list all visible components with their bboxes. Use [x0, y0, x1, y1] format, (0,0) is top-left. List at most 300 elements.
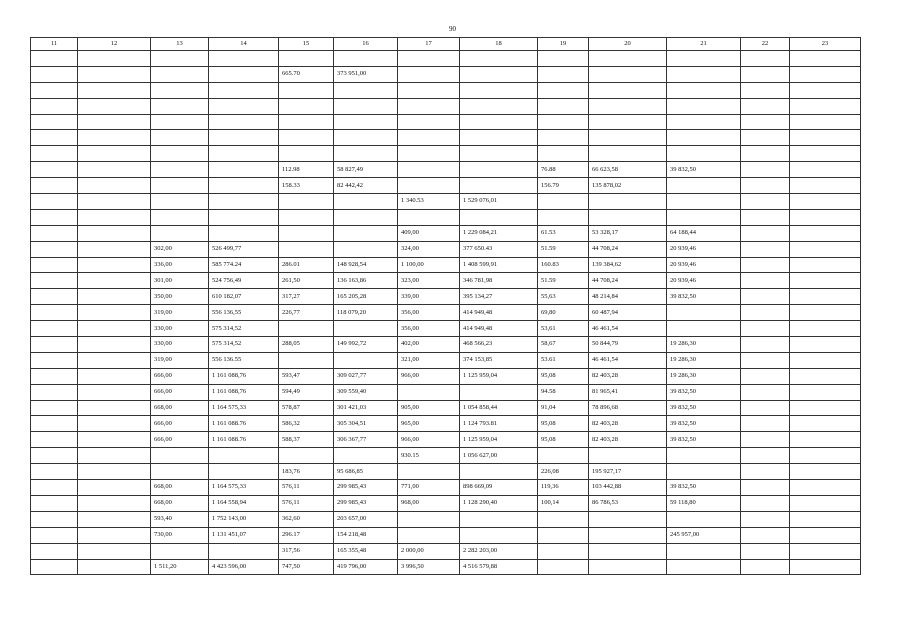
table-cell	[78, 98, 151, 114]
table-cell	[31, 337, 78, 353]
table-cell: 594,49	[279, 384, 334, 400]
table-cell: 44 708,24	[589, 273, 667, 289]
table-cell	[31, 543, 78, 559]
table-cell	[334, 321, 398, 337]
table-cell	[279, 114, 334, 130]
table-cell	[790, 130, 861, 146]
table-cell	[31, 480, 78, 496]
table-cell	[667, 178, 741, 194]
table-cell	[790, 480, 861, 496]
table-cell	[334, 130, 398, 146]
table-cell: 226,08	[538, 464, 589, 480]
table-cell: 1 511,20	[151, 559, 209, 575]
table-cell	[460, 384, 538, 400]
table-cell: 44 708,24	[589, 241, 667, 257]
table-cell: 148 928,54	[334, 257, 398, 273]
table-cell	[589, 82, 667, 98]
table-cell	[31, 114, 78, 130]
table-cell	[78, 464, 151, 480]
table-cell	[589, 543, 667, 559]
table-cell	[589, 130, 667, 146]
table-cell	[589, 114, 667, 130]
table-cell: 524 756,49	[209, 273, 279, 289]
table-cell	[209, 146, 279, 162]
table-cell	[741, 146, 790, 162]
table-cell	[78, 321, 151, 337]
table-cell	[78, 368, 151, 384]
table-cell	[589, 51, 667, 67]
table-cell	[279, 82, 334, 98]
table-cell: 51.59	[538, 241, 589, 257]
table-cell	[279, 98, 334, 114]
table-cell	[790, 257, 861, 273]
column-header: 17	[398, 38, 460, 51]
table-cell	[790, 98, 861, 114]
table-cell	[78, 305, 151, 321]
table-cell	[538, 114, 589, 130]
table-cell	[78, 400, 151, 416]
table-cell: 82 442,42	[334, 178, 398, 194]
table-cell	[78, 114, 151, 130]
table-cell	[790, 225, 861, 241]
table-cell: 556 136,55	[209, 305, 279, 321]
table-cell	[31, 178, 78, 194]
table-cell: 610 182,07	[209, 289, 279, 305]
table-cell	[31, 464, 78, 480]
table-cell	[31, 289, 78, 305]
table-cell: 576,11	[279, 480, 334, 496]
table-cell: 39 832,50	[667, 480, 741, 496]
table-cell	[667, 130, 741, 146]
table-cell	[78, 194, 151, 210]
table-cell	[31, 384, 78, 400]
table-cell	[667, 511, 741, 527]
table-row	[31, 480, 861, 496]
table-cell	[460, 114, 538, 130]
table-cell: 2 282 203,00	[460, 543, 538, 559]
table-cell	[151, 162, 209, 178]
column-header: 19	[538, 38, 589, 51]
table-cell	[790, 448, 861, 464]
table-cell: 286.01	[279, 257, 334, 273]
table-cell	[667, 66, 741, 82]
table-cell: 666,00	[151, 384, 209, 400]
table-row	[31, 543, 861, 559]
table-cell: 95 686,85	[334, 464, 398, 480]
table-cell	[589, 559, 667, 575]
table-cell	[209, 209, 279, 225]
table-cell	[78, 384, 151, 400]
table-cell	[31, 146, 78, 162]
table-cell: 301 421,03	[334, 400, 398, 416]
table-cell	[538, 130, 589, 146]
table-cell: 1 100,00	[398, 257, 460, 273]
table-row	[31, 162, 861, 178]
table-cell	[790, 527, 861, 543]
table-cell	[790, 416, 861, 432]
table-row	[31, 178, 861, 194]
table-cell	[538, 448, 589, 464]
table-cell: 585 774.24	[209, 257, 279, 273]
data-table	[30, 37, 861, 575]
table-cell	[78, 82, 151, 98]
table-cell	[667, 98, 741, 114]
table-cell	[78, 432, 151, 448]
table-row	[31, 368, 861, 384]
table-cell	[741, 368, 790, 384]
table-cell: 183,76	[279, 464, 334, 480]
table-cell: 139 384,62	[589, 257, 667, 273]
table-cell	[741, 194, 790, 210]
table-cell: 771,00	[398, 480, 460, 496]
table-cell: 1 124 793.81	[460, 416, 538, 432]
table-cell: 330,00	[151, 321, 209, 337]
table-cell	[31, 194, 78, 210]
table-cell	[741, 337, 790, 353]
table-cell	[741, 51, 790, 67]
table-cell	[334, 51, 398, 67]
table-cell	[31, 162, 78, 178]
table-cell	[78, 527, 151, 543]
table-cell: 419 796,00	[334, 559, 398, 575]
table-cell	[790, 352, 861, 368]
table-cell	[279, 225, 334, 241]
table-cell	[78, 352, 151, 368]
table-cell	[790, 337, 861, 353]
table-row	[31, 527, 861, 543]
table-cell: 309 027,77	[334, 368, 398, 384]
table-cell: 593,40	[151, 511, 209, 527]
table-cell	[741, 130, 790, 146]
table-cell: 346 781,98	[460, 273, 538, 289]
table-cell	[790, 305, 861, 321]
table-cell	[398, 146, 460, 162]
table-cell	[460, 209, 538, 225]
table-cell	[78, 273, 151, 289]
table-cell	[209, 51, 279, 67]
table-cell	[667, 51, 741, 67]
table-cell	[741, 559, 790, 575]
table-cell	[31, 130, 78, 146]
table-row	[31, 66, 861, 82]
table-row	[31, 432, 861, 448]
table-cell: 61.53	[538, 225, 589, 241]
table-cell: 245 957,00	[667, 527, 741, 543]
table-cell: 414 949,48	[460, 321, 538, 337]
table-cell: 2 000,00	[398, 543, 460, 559]
table-cell	[78, 559, 151, 575]
table-cell	[31, 511, 78, 527]
table-row	[31, 194, 861, 210]
table-cell	[78, 337, 151, 353]
table-cell: 19 286,30	[667, 337, 741, 353]
table-cell	[538, 51, 589, 67]
page-number: 90	[449, 25, 456, 33]
table-cell	[78, 416, 151, 432]
table-cell: 299 985,43	[334, 480, 398, 496]
table-cell	[279, 51, 334, 67]
table-cell: 81 965,41	[589, 384, 667, 400]
table-cell: 362,60	[279, 511, 334, 527]
table-cell	[790, 464, 861, 480]
table-cell: 39 832,50	[667, 416, 741, 432]
table-cell: 1 408 599,91	[460, 257, 538, 273]
table-cell: 86 786,53	[589, 495, 667, 511]
table-cell: 1 752 143,00	[209, 511, 279, 527]
table-row	[31, 114, 861, 130]
table-cell: 165 205,28	[334, 289, 398, 305]
table-cell	[589, 511, 667, 527]
table-cell: 575 314,52	[209, 321, 279, 337]
table-cell: 319,00	[151, 352, 209, 368]
table-cell: 103 442,88	[589, 480, 667, 496]
table-cell	[209, 543, 279, 559]
table-cell	[538, 527, 589, 543]
table-cell: 350,00	[151, 289, 209, 305]
table-cell	[78, 448, 151, 464]
table-cell	[667, 194, 741, 210]
column-header: 23	[790, 38, 861, 51]
table-cell	[790, 178, 861, 194]
table-cell	[334, 114, 398, 130]
table-cell	[741, 66, 790, 82]
table-cell	[209, 178, 279, 194]
table-cell	[209, 448, 279, 464]
table-cell	[151, 146, 209, 162]
table-cell: 402,00	[398, 337, 460, 353]
table-cell	[538, 511, 589, 527]
table-cell: 730,00	[151, 527, 209, 543]
column-header: 20	[589, 38, 667, 51]
table-cell: 100,14	[538, 495, 589, 511]
table-cell	[398, 178, 460, 194]
table-cell	[741, 209, 790, 225]
table-cell	[790, 114, 861, 130]
table-row	[31, 146, 861, 162]
column-header: 18	[460, 38, 538, 51]
table-cell: 20 939,46	[667, 273, 741, 289]
table-cell: 195 927,17	[589, 464, 667, 480]
table-cell: 154 218,48	[334, 527, 398, 543]
table-cell	[209, 194, 279, 210]
table-cell	[78, 480, 151, 496]
table-cell	[151, 209, 209, 225]
table-cell: 55,63	[538, 289, 589, 305]
table-cell: 94.58	[538, 384, 589, 400]
table-cell: 319,00	[151, 305, 209, 321]
table-cell	[741, 289, 790, 305]
table-cell: 261,50	[279, 273, 334, 289]
table-cell: 665.70	[279, 66, 334, 82]
column-header: 21	[667, 38, 741, 51]
table-cell	[334, 448, 398, 464]
table-cell	[667, 559, 741, 575]
table-cell: 339,00	[398, 289, 460, 305]
table-cell: 19 286,30	[667, 368, 741, 384]
table-cell	[790, 51, 861, 67]
table-cell: 395 134,27	[460, 289, 538, 305]
column-header: 16	[334, 38, 398, 51]
table-cell: 593,47	[279, 368, 334, 384]
table-cell	[398, 384, 460, 400]
table-cell	[334, 241, 398, 257]
table-cell	[741, 273, 790, 289]
column-header: 14	[209, 38, 279, 51]
table-row	[31, 384, 861, 400]
table-cell: 48 214,84	[589, 289, 667, 305]
table-row	[31, 321, 861, 337]
table-cell	[790, 368, 861, 384]
table-cell	[790, 209, 861, 225]
table-cell: 135 878,02	[589, 178, 667, 194]
table-cell: 39 832,50	[667, 432, 741, 448]
header-row	[31, 38, 861, 51]
table-cell: 4 516 579,88	[460, 559, 538, 575]
table-cell	[741, 241, 790, 257]
table-cell	[279, 130, 334, 146]
table-row	[31, 130, 861, 146]
table-cell	[667, 114, 741, 130]
table-cell: 69,80	[538, 305, 589, 321]
table-cell	[538, 146, 589, 162]
table-cell: 317,56	[279, 543, 334, 559]
table-cell	[589, 448, 667, 464]
table-cell	[31, 273, 78, 289]
table-row	[31, 225, 861, 241]
table-cell	[151, 464, 209, 480]
table-cell: 309 559,40	[334, 384, 398, 400]
table-cell: 377 650.43	[460, 241, 538, 257]
table-cell	[398, 527, 460, 543]
table-cell	[78, 495, 151, 511]
table-cell: 330,00	[151, 337, 209, 353]
table-row	[31, 82, 861, 98]
table-cell	[31, 368, 78, 384]
table-cell	[741, 305, 790, 321]
table-cell: 356,00	[398, 321, 460, 337]
table-cell	[151, 448, 209, 464]
table-cell: 39 832,50	[667, 162, 741, 178]
table-cell: 4 423 596,00	[209, 559, 279, 575]
table-row	[31, 209, 861, 225]
table-cell: 95,08	[538, 432, 589, 448]
table-cell: 576,11	[279, 495, 334, 511]
table-cell: 1 164 575,33	[209, 400, 279, 416]
table-cell: 1 125 959,04	[460, 368, 538, 384]
table-cell: 50 844,79	[589, 337, 667, 353]
table-cell: 46 461,54	[589, 352, 667, 368]
table-cell: 1 340.53	[398, 194, 460, 210]
table-cell	[790, 273, 861, 289]
table-cell	[589, 66, 667, 82]
table-cell	[279, 352, 334, 368]
table-cell	[78, 543, 151, 559]
table-row	[31, 559, 861, 575]
table-cell: 118 079,20	[334, 305, 398, 321]
table-row	[31, 511, 861, 527]
table-cell: 930.15	[398, 448, 460, 464]
table-cell	[31, 225, 78, 241]
table-cell	[667, 146, 741, 162]
table-cell: 578,87	[279, 400, 334, 416]
table-cell	[790, 66, 861, 82]
table-cell	[78, 257, 151, 273]
table-cell	[790, 82, 861, 98]
table-cell	[460, 178, 538, 194]
table-cell	[398, 130, 460, 146]
table-cell: 666,00	[151, 368, 209, 384]
table-cell	[31, 209, 78, 225]
table-cell: 53.61	[538, 352, 589, 368]
column-header: 15	[279, 38, 334, 51]
table-cell	[790, 162, 861, 178]
table-cell	[31, 66, 78, 82]
table-cell: 19 286,30	[667, 352, 741, 368]
table-cell: 966,00	[398, 368, 460, 384]
table-cell	[78, 66, 151, 82]
table-cell: 1 229 084,21	[460, 225, 538, 241]
table-cell	[790, 400, 861, 416]
table-cell: 226,77	[279, 305, 334, 321]
table-row	[31, 495, 861, 511]
table-row	[31, 305, 861, 321]
table-cell	[209, 114, 279, 130]
table-cell: 588,37	[279, 432, 334, 448]
table-cell	[741, 416, 790, 432]
table-row	[31, 448, 861, 464]
table-cell	[151, 225, 209, 241]
table-cell	[460, 464, 538, 480]
table-cell	[589, 209, 667, 225]
table-row	[31, 241, 861, 257]
table-cell: 1 529 076,01	[460, 194, 538, 210]
table-cell	[279, 321, 334, 337]
table-cell	[460, 146, 538, 162]
table-cell	[667, 82, 741, 98]
table-row	[31, 98, 861, 114]
table-cell	[460, 82, 538, 98]
table-cell	[398, 209, 460, 225]
table-row	[31, 289, 861, 305]
table-cell: 1 128 290,40	[460, 495, 538, 511]
table-cell	[78, 209, 151, 225]
table-cell: 1 164 558,94	[209, 495, 279, 511]
table-cell: 51.59	[538, 273, 589, 289]
table-cell	[741, 432, 790, 448]
table-cell	[78, 289, 151, 305]
table-row	[31, 273, 861, 289]
table-cell	[589, 146, 667, 162]
table-cell	[741, 511, 790, 527]
table-cell: 20 939,46	[667, 241, 741, 257]
table-cell	[741, 98, 790, 114]
table-cell	[31, 257, 78, 273]
table-cell	[790, 321, 861, 337]
table-cell	[78, 130, 151, 146]
table-cell: 288,05	[279, 337, 334, 353]
table-cell	[589, 527, 667, 543]
table-cell: 46 461,54	[589, 321, 667, 337]
table-cell	[741, 543, 790, 559]
table-cell: 668,00	[151, 480, 209, 496]
table-cell: 323,00	[398, 273, 460, 289]
table-row	[31, 464, 861, 480]
table-cell	[398, 114, 460, 130]
table-cell: 119,36	[538, 480, 589, 496]
table-cell	[31, 416, 78, 432]
table-cell: 301,00	[151, 273, 209, 289]
table-cell	[460, 527, 538, 543]
